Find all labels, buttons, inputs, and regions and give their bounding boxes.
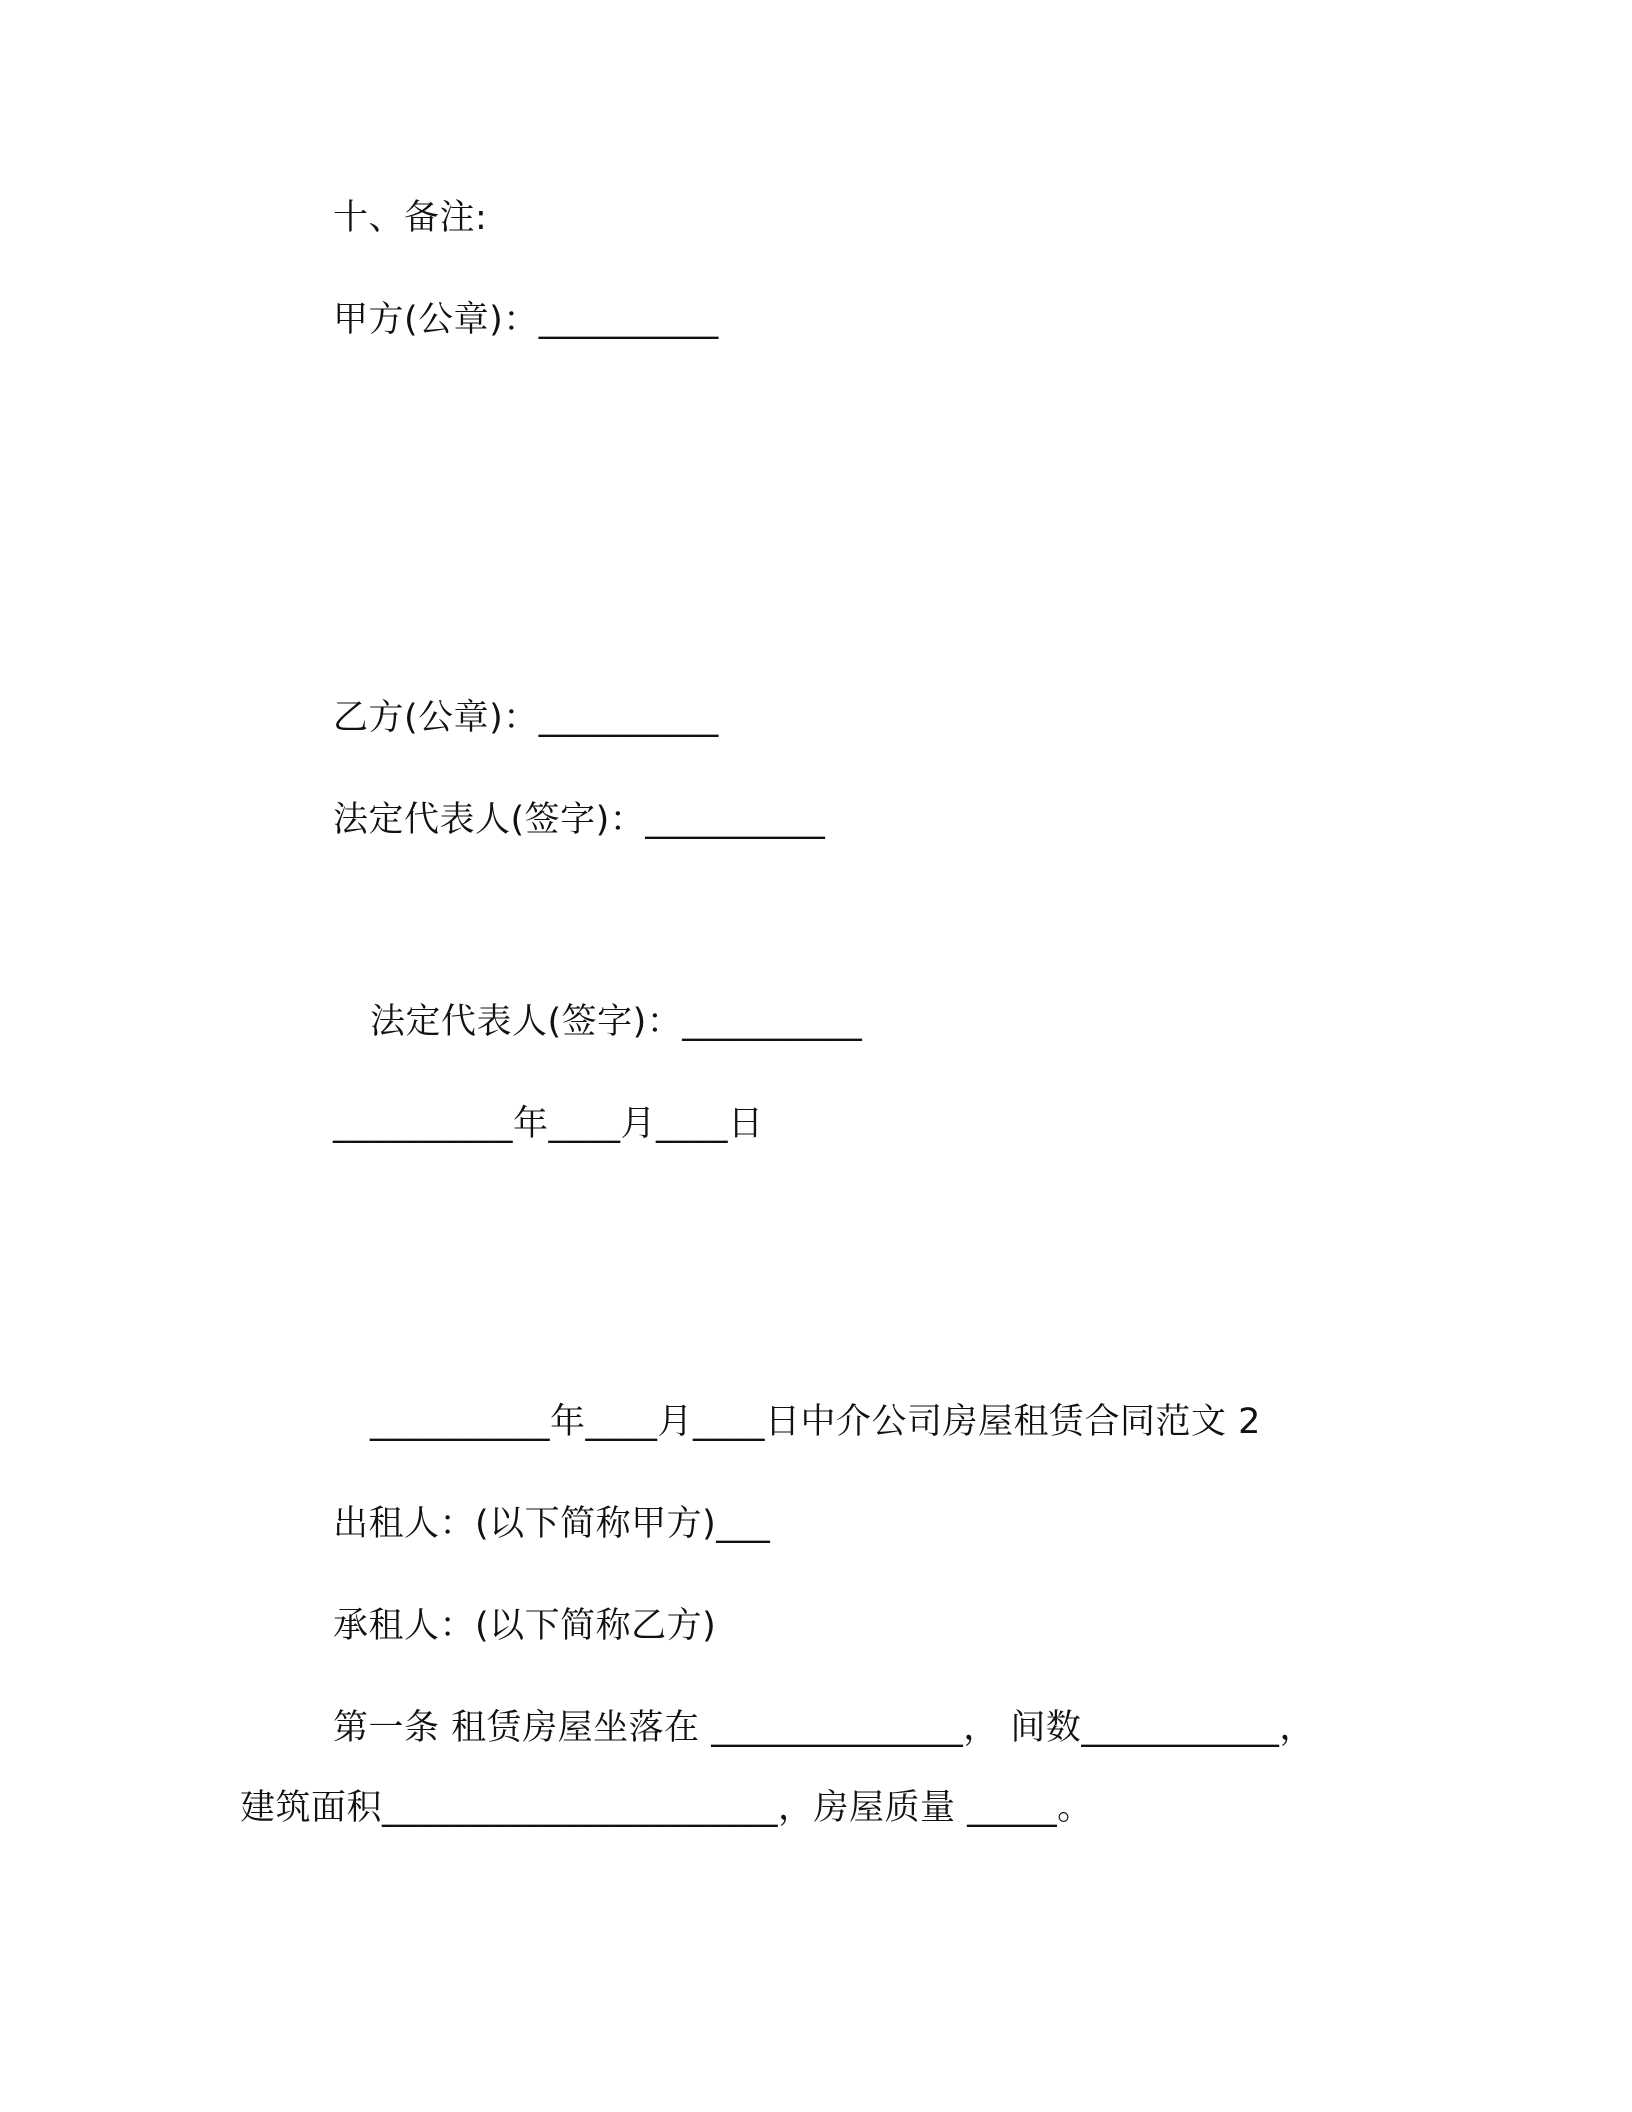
article-one-line-2: 建筑面积______________________，房屋质量 _____。 [240,1788,1093,1828]
section-heading-remarks: 十、备注: [333,198,488,238]
date-line: __________年____月____日 [333,1104,764,1144]
legal-rep-signature-line-2: 法定代表人(签字)：__________ [370,1002,863,1042]
lessee-line: 承租人：(以下简称乙方) [333,1606,717,1646]
legal-rep-signature-line-1: 法定代表人(签字)：__________ [333,800,826,840]
article-one-line-1: 第一条 租赁房屋坐落在 ______________， 间数___________， [333,1708,1315,1748]
contract-title-line: __________年____月____日中介公司房屋租赁合同范文 2 [370,1402,1261,1442]
lessor-line: 出租人：(以下简称甲方)___ [333,1504,771,1544]
party-a-seal-line: 甲方(公章)：__________ [333,300,719,340]
party-b-seal-line: 乙方(公章)：__________ [333,698,719,738]
